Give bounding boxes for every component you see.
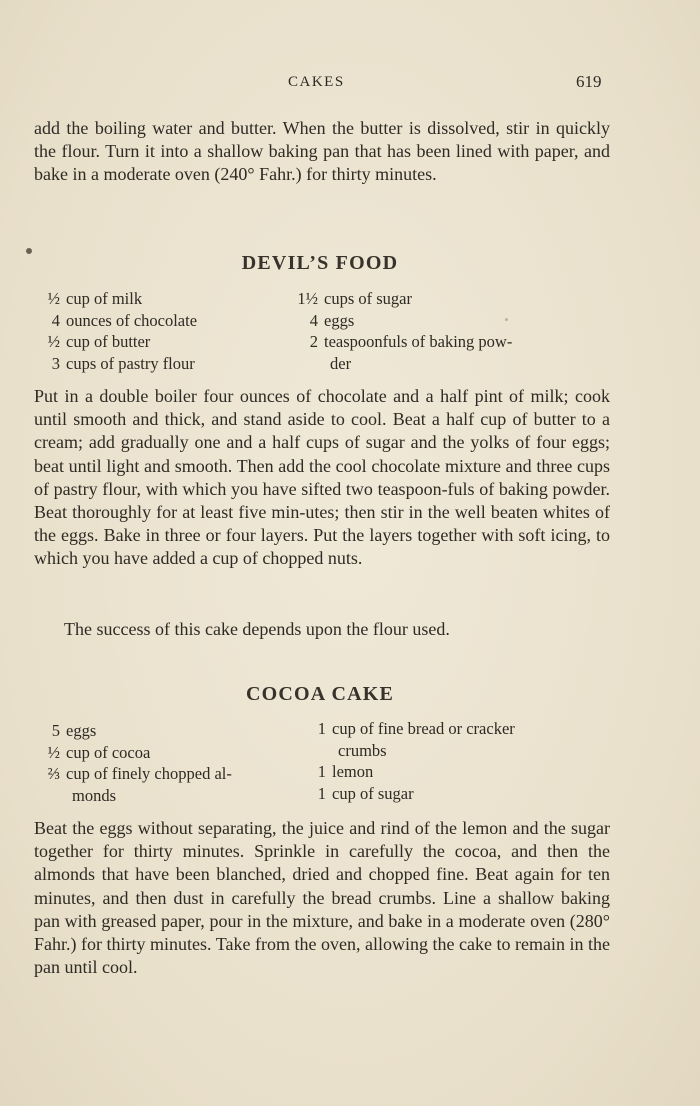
- ingredient-qty: 1: [317, 719, 326, 738]
- recipe-title-devils-food: DEVIL’S FOOD: [241, 252, 399, 274]
- ingredient-name: cup of butter: [66, 332, 151, 351]
- ingredient-name: teaspoonfuls of baking pow-: [324, 332, 513, 351]
- ingredient-qty: 1: [317, 762, 326, 781]
- ingredient-qty: 5: [51, 721, 60, 740]
- ingredient-item: [300, 761, 515, 783]
- ingredient-name: lemon: [332, 762, 374, 781]
- ingredient-item: [34, 742, 232, 764]
- ingredient-qty: 3: [51, 353, 60, 373]
- ingredient-item: [34, 310, 197, 332]
- ingredient-item: [292, 331, 512, 374]
- ingredient-name: cup of cocoa: [66, 742, 151, 762]
- ingredient-name: eggs: [66, 721, 97, 740]
- ingredient-name: cups of pastry flour: [66, 353, 195, 373]
- ingredient-name: ounces of chocolate: [66, 310, 198, 330]
- ingredient-item: [34, 353, 197, 375]
- recipe-title-cocoa-cake: COCOA CAKE: [245, 683, 395, 705]
- ingredient-qty: 1: [317, 783, 326, 803]
- ingredient-continuation: der: [330, 353, 352, 373]
- running-head: [0, 72, 700, 96]
- ingredient-continuation: monds: [72, 785, 117, 805]
- ingredient-list-right: [300, 718, 515, 804]
- ingredient-item: [34, 720, 232, 742]
- running-title: CAKES: [288, 74, 345, 90]
- ingredient-qty: 2: [309, 332, 318, 351]
- ingredient-item: [292, 310, 512, 332]
- ingredient-qty: 4: [51, 310, 60, 330]
- page-number: 619: [576, 72, 602, 91]
- ingredient-continuation: crumbs: [338, 740, 387, 760]
- ingredient-item: [34, 763, 232, 806]
- ingredient-name: cup of sugar: [332, 783, 414, 803]
- ingredient-name: cup of milk: [66, 289, 143, 308]
- recipe-method-devils-food: Put in a double boiler four ounces of chocolate and a half pint of milk; cook until smooth and thick, and stand aside to cool. Beat a half cup of butter to a cream; add gradually one and a half cups of sugar and the yolks of four eggs; beat until light and smooth. Then add the cool chocolate mixture and three cups of pastry flour, with which you have sifted two teaspoon-fuls of baking powder. Beat thoroughly for at least five min-utes; then stir in the well beaten whites of the eggs. Bake in three or four layers. Put the layers together with soft icing, to which you have added a cup of chopped nuts.: [34, 386, 610, 569]
- ingredient-name: cup of finely chopped al-: [66, 764, 232, 783]
- ingredient-qty: ½: [47, 289, 60, 308]
- ingredient-item: [292, 288, 512, 310]
- ingredient-qty: ½: [47, 742, 60, 762]
- ingredient-name: cup of fine bread or cracker: [332, 719, 515, 738]
- ingredient-name: cups of sugar: [324, 289, 412, 308]
- ingredient-qty: ½: [47, 332, 60, 351]
- ingredient-name: eggs: [324, 310, 355, 330]
- ingredient-item: [300, 718, 515, 761]
- recipe-note-devils-food: The success of this cake depends upon the flour used.: [64, 619, 450, 639]
- intro-paragraph: add the boiling water and butter. When the butter is dissolved, stir in quickly the flour. Turn it into a shallow baking pan that has been lined with paper, and bake in a moderate oven (240° Fahr.) for thirty minutes.: [34, 118, 610, 185]
- ingredient-qty: ⅔: [47, 764, 60, 783]
- ingredient-qty: 1½: [297, 289, 318, 308]
- recipe-method-cocoa-cake: Beat the eggs without separating, the juice and rind of the lemon and the sugar together for thirty minutes. Sprinkle in carefully the cocoa, and then the almonds that have been blanched, dried and chopped fine. Beat again for ten minutes, and then dust in carefully the bread crumbs. Line a shallow baking pan with greased paper, pour in the mixture, and bake in a moderate oven (280° Fahr.) for thirty minutes. Take from the oven, allowing the cake to remain in the pan until cool.: [34, 818, 610, 978]
- ingredient-item: [34, 288, 197, 310]
- ingredient-list-left: [34, 720, 232, 806]
- ingredient-item: [300, 783, 515, 805]
- ingredient-list-left: [34, 288, 197, 374]
- ingredient-list-right: [292, 288, 512, 374]
- ingredient-item: [34, 331, 197, 353]
- ingredient-qty: 4: [309, 310, 318, 330]
